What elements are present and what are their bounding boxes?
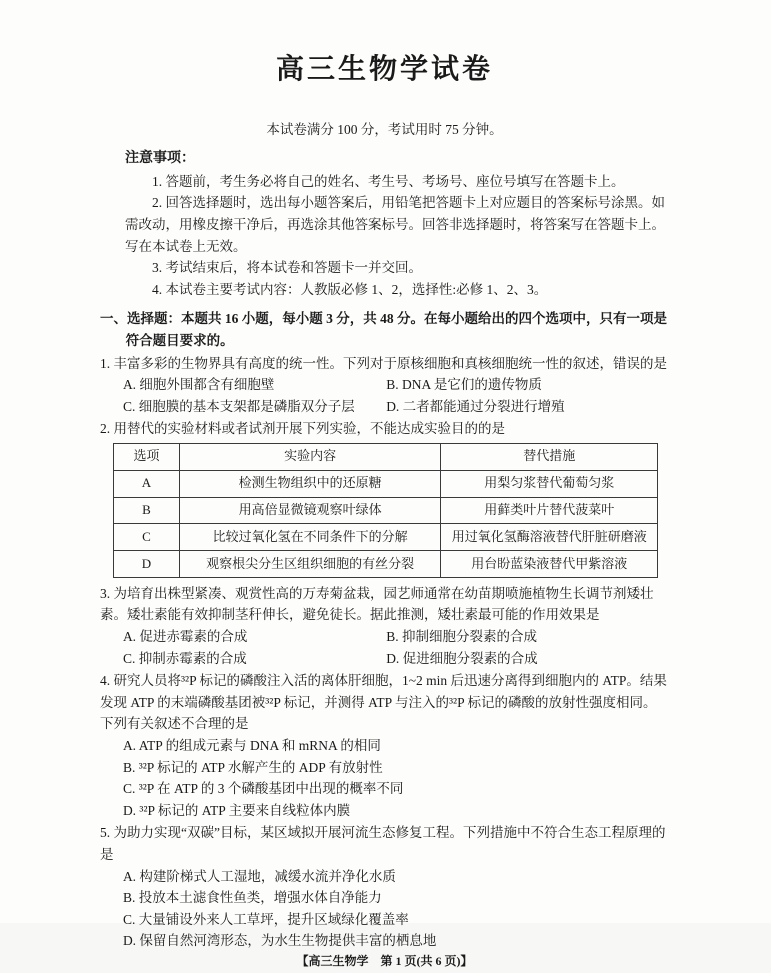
table-cell: 比较过氧化氢在不同条件下的分解 xyxy=(179,524,440,551)
option-b: B. 抑制细胞分裂素的合成 xyxy=(386,629,537,645)
option-a: A. ATP 的组成元素与 DNA 和 mRNA 的相同 xyxy=(122,738,381,754)
question-3 xyxy=(100,583,669,669)
option-d: D. 促进细胞分裂素的合成 xyxy=(386,650,538,666)
option-a: A. 促进赤霉素的合成 xyxy=(122,629,248,645)
page-title: 高三生物学试卷 xyxy=(275,54,493,85)
notice-item: 2. 回答选择题时，选出每小题答案后，用铅笔把答题卡上对应题目的答案标号涂黑。如需改动，用橡皮擦干净后，再选涂其他答案标号。回答非选择题时，将答案写在答题卡上。写在本试卷上无效。 xyxy=(125,195,665,254)
table-header-row xyxy=(114,443,658,470)
table-cell: 观察根尖分生区组织细胞的有丝分裂 xyxy=(179,551,440,578)
option-c: C. ³²P 在 ATP 的 3 个磷酸基团中出现的概率不同 xyxy=(122,781,404,797)
option-row xyxy=(123,396,669,418)
table-cell: 用高倍显微镜观察叶绿体 xyxy=(179,497,440,524)
question-stem: 1. 丰富多彩的生物界具有高度的统一性。下列对于原核细胞和真核细胞统一性的叙述，错误的是 xyxy=(100,355,667,371)
options xyxy=(100,374,669,417)
section-header: 一、选择题：本题共 16 小题，每小题 3 分，共 48 分。在每小题给出的四个选项中，只有一项是符合题目要求的。 xyxy=(100,311,667,348)
table-cell: 用梨匀浆替代葡萄匀浆 xyxy=(441,470,658,497)
table-header: 选项 xyxy=(114,443,180,470)
table-row xyxy=(114,497,658,524)
table-cell: 用藓类叶片替代菠菜叶 xyxy=(441,497,658,524)
options xyxy=(100,866,669,952)
table-cell: 检测生物组织中的还原糖 xyxy=(179,470,440,497)
notice-item: 3. 考试结束后，将本试卷和答题卡一并交回。 xyxy=(152,260,422,276)
options xyxy=(100,735,669,821)
question-stem: 2. 用替代的实验材料或者试剂开展下列实验，不能达成实验目的的是 xyxy=(100,421,505,437)
option-d: D. ³²P 标记的 ATP 主要来自线粒体内膜 xyxy=(122,802,351,818)
question-stem: 5. 为助力实现“双碳”目标，某区域拟开展河流生态修复工程。下列措施中不符合生态工程原理的是 xyxy=(100,825,666,863)
notice-heading: 注意事项： xyxy=(125,151,195,167)
table-row xyxy=(114,524,658,551)
option-row xyxy=(123,648,669,670)
option-a: A. 细胞外围都含有细胞壁 xyxy=(122,377,275,393)
option-c: C. 大量铺设外来人工草坪，提升区域绿化覆盖率 xyxy=(122,911,409,927)
option-d: D. 二者都能通过分裂进行增殖 xyxy=(386,398,565,414)
notice-section xyxy=(125,148,669,300)
table-cell: B xyxy=(114,497,180,524)
table-row xyxy=(114,551,658,578)
table-header: 实验内容 xyxy=(179,443,440,470)
question-2 xyxy=(100,418,669,582)
table-cell: 用过氧化氢酶溶液替代肝脏研磨液 xyxy=(441,524,658,551)
table-cell: C xyxy=(114,524,180,551)
notice-item: 1. 答题前，考生务必将自己的姓名、考生号、考场号、座位号填写在答题卡上。 xyxy=(152,173,625,189)
table-cell: D xyxy=(114,551,180,578)
options xyxy=(100,626,669,669)
option-b: B. ³²P 标记的 ATP 水解产生的 ADP 有放射性 xyxy=(122,759,383,775)
question-4 xyxy=(100,670,669,821)
notice-item: 4. 本试卷主要考试内容：人教版必修 1、2，选择性:必修 1、2、3。 xyxy=(152,281,548,297)
question-stem: 4. 研究人员将³²P 标记的磷酸注入活的离体肝细胞，1~2 min 后迅速分离得到细胞内的 ATP。结果发现 ATP 的末端磷酸基团被³²P 标记，并测得 ATP 与注入的³²P 标记的磷酸的放射性强度相同。下列有关叙述不合理的是 xyxy=(100,673,667,732)
option-a: A. 构建阶梯式人工湿地，减缓水流并净化水质 xyxy=(122,868,396,884)
table-cell: 用台盼蓝染液替代甲紫溶液 xyxy=(441,551,658,578)
option-b: B. 投放本土滤食性鱼类，增强水体自净能力 xyxy=(122,890,382,906)
page-footer: 【高三生物学 第 1 页(共 6 页)】 xyxy=(296,953,473,968)
table-row xyxy=(114,470,658,497)
option-row xyxy=(123,374,669,396)
table-cell: A xyxy=(114,470,180,497)
option-row xyxy=(123,626,669,648)
option-c: C. 细胞膜的基本支架都是磷脂双分子层 xyxy=(122,398,355,414)
experiment-table xyxy=(113,443,658,578)
exam-summary: 本试卷满分 100 分，考试用时 75 分钟。 xyxy=(266,121,503,137)
question-stem: 3. 为培育出株型紧凑、观赏性高的万寿菊盆栽，园艺师通常在幼苗期喷施植物生长调节剂矮壮素。矮壮素能有效抑制茎秆伸长，避免徒长。据此推测，矮壮素最可能的作用效果是 xyxy=(100,585,654,623)
option-d: D. 保留自然河湾形态，为水生生物提供丰富的栖息地 xyxy=(122,933,437,949)
table-header: 替代措施 xyxy=(441,443,658,470)
option-c: C. 抑制赤霉素的合成 xyxy=(122,650,247,666)
question-1 xyxy=(100,353,669,418)
question-5 xyxy=(100,822,669,952)
option-b: B. DNA 是它们的遗传物质 xyxy=(386,377,542,393)
